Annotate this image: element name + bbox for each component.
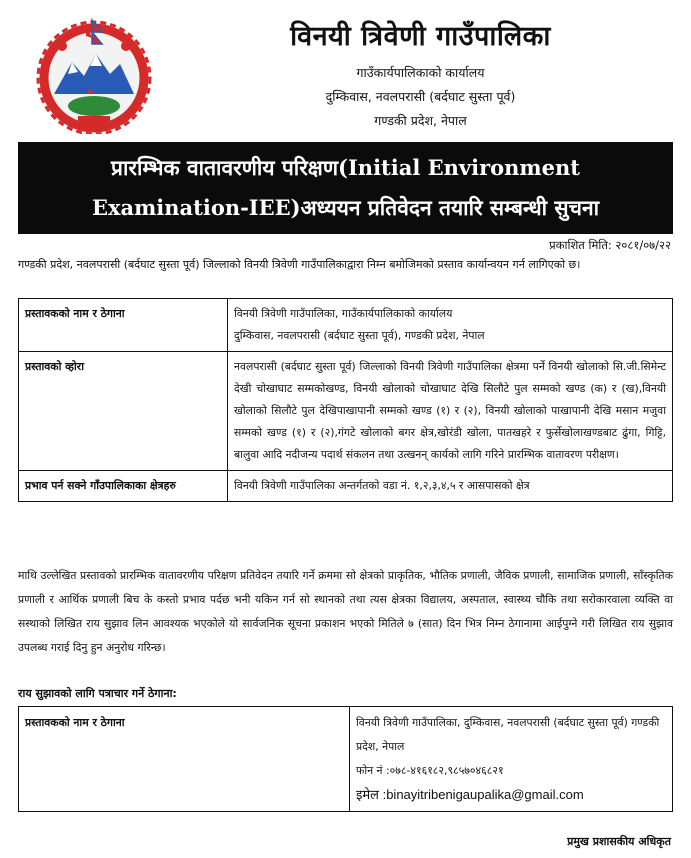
- org-name: विनयी त्रिवेणी गाउँपालिका: [290, 21, 551, 52]
- table-row: [19, 471, 673, 502]
- email-address[interactable]: इमेल :binayitribenigaupalika@gmail.com: [356, 787, 584, 802]
- row-label: प्रस्तावकको नाम र ठेगाना: [19, 707, 350, 812]
- row-value: विनयी त्रिवेणी गाउँपालिका अन्तर्गतको वडा नं. १,२,३,४,५ र आसपासको क्षेत्र: [228, 471, 673, 502]
- office-name: गाउँकार्यपालिकाको कार्यालय: [356, 65, 485, 80]
- row-label: प्रस्तावको व्होरा: [19, 352, 228, 471]
- table-row: [19, 707, 673, 812]
- published-date: प्रकाशित मिति: २०८१/०७/२२: [549, 238, 671, 252]
- title-line-1: प्रारम्भिक वातावरणीय परिक्षण(Initial Environment: [111, 155, 580, 180]
- office-address: दुम्किवास, नवलपरासी (बर्दघाट सुस्ता पूर्व): [325, 89, 516, 104]
- correspondence-address: विनयी त्रिवेणी गाउँपालिका, दुम्किवास, नवलपरासी (बर्दघाट सुस्ता पूर्व) गण्डकी प्रदेश, नेपाल: [356, 716, 660, 753]
- table-row: [19, 299, 673, 352]
- correspondence-table: [18, 706, 673, 812]
- title-line-2: Examination-IEE)अध्ययन प्रतिवेदन तयारि सम्बन्धी सुचना: [91, 195, 600, 220]
- proposer-line: विनयी त्रिवेणी गाउँपालिका, गाउँकार्यपालिकाको कार्यालय: [234, 307, 453, 320]
- correspondence-heading: राय सुझावको लागि पत्राचार गर्ने ठेगाना:: [18, 687, 177, 700]
- row-value: [350, 707, 673, 812]
- row-label: प्रस्तावकको नाम र ठेगाना: [19, 299, 228, 352]
- intro-text: गण्डकी प्रदेश, नवलपरासी (बर्दघाट सुस्ता पूर्व) जिल्लाको विनयी त्रिवेणी गाउँपालिकाद्वारा निम्न बमोजिमको प्रस्ताव कार्यान्वयन गर्न लागिएको छ।: [18, 258, 581, 271]
- phone-number: फोन नं :०७८-४१६१८२,९८५७०४६८२१: [356, 764, 504, 777]
- row-value: नवलपरासी (बर्दघाट सुस्ता पूर्व) जिल्लाको विनयी त्रिवेणी गाउँपालिका क्षेत्रमा पर्ने विनयी खोलाको सि.जी.सिमेन्ट देखी चोखाघाट सम्मकोखण्ड, विनयी खोलाको चोखाघाट देखि सिलौटे पुल सम्मको खण्ड (क) र (ख),विनयी खोलाको सिलौटे पुल देखिपाखापानी सम्मको खण्ड (१) र (२), विनयी खोलाको पाखापानी देखि मसान मजुवा सम्मको खण्ड (१) र (२),गंगटे खोलाको बगर क्षेत्र,खोरंडी खोला, पातखहरे र फुर्सेखोलाखण्डबाट ढुंगा, गिट्टि, बालुवा आदि नदीजन्य पदार्थ संकलन तथा उत्खनन् कार्यको लागि गरिने प्रारम्भिक वातावरण परीक्षण।: [228, 352, 673, 471]
- notice-paragraph: माथि उल्लेखित प्रस्तावको प्रारम्भिक वातावरणीय परिक्षण प्रतिवेदन तयारि गर्ने क्रममा सो क्षेत्रको प्राकृतिक, भौतिक प्रणाली, जैविक प्रणाली, सामाजिक प्रणाली, साँस्कृतिक प्रणाली र आर्थिक प्रणाली बिच के कस्तो प्रभाव पर्दछ भनी यकिन गर्न सो स्थानको तथा त्यस क्षेत्रका विद्यालय, अस्पताल, स्वास्थ्य चौकि तथा सरोकारवाला व्यक्ति वा सस्थाको लिखित राय सुझाव लिन आवश्यक भएकोले यो सार्वजनिक सूचना प्रकाशन भएको मितिले ७ (सात) दिन भित्र निम्न ठेगानामा आईपुग्ने गरी लिखित राय सुझाव उपलब्ध गराई दिनु हुन अनुरोध गरिन्छ।: [18, 569, 673, 654]
- proposal-table: [18, 298, 673, 502]
- province-name: गण्डकी प्रदेश, नेपाल: [374, 113, 467, 128]
- notice-title-banner: [18, 142, 673, 234]
- row-label: प्रभाव पर्न सक्ने गाँउपालिकाका क्षेत्रहरु: [19, 471, 228, 502]
- row-value: [228, 299, 673, 352]
- nepal-emblem-icon: [32, 16, 156, 134]
- proposer-line: दुम्किवास, नवलपरासी (बर्दघाट सुस्ता पूर्व), गण्डकी प्रदेश, नेपाल: [234, 329, 485, 342]
- signature-title: प्रमुख प्रशासकीय अधिकृत: [567, 835, 671, 848]
- notice-page: [6, 6, 685, 852]
- table-row: [19, 352, 673, 471]
